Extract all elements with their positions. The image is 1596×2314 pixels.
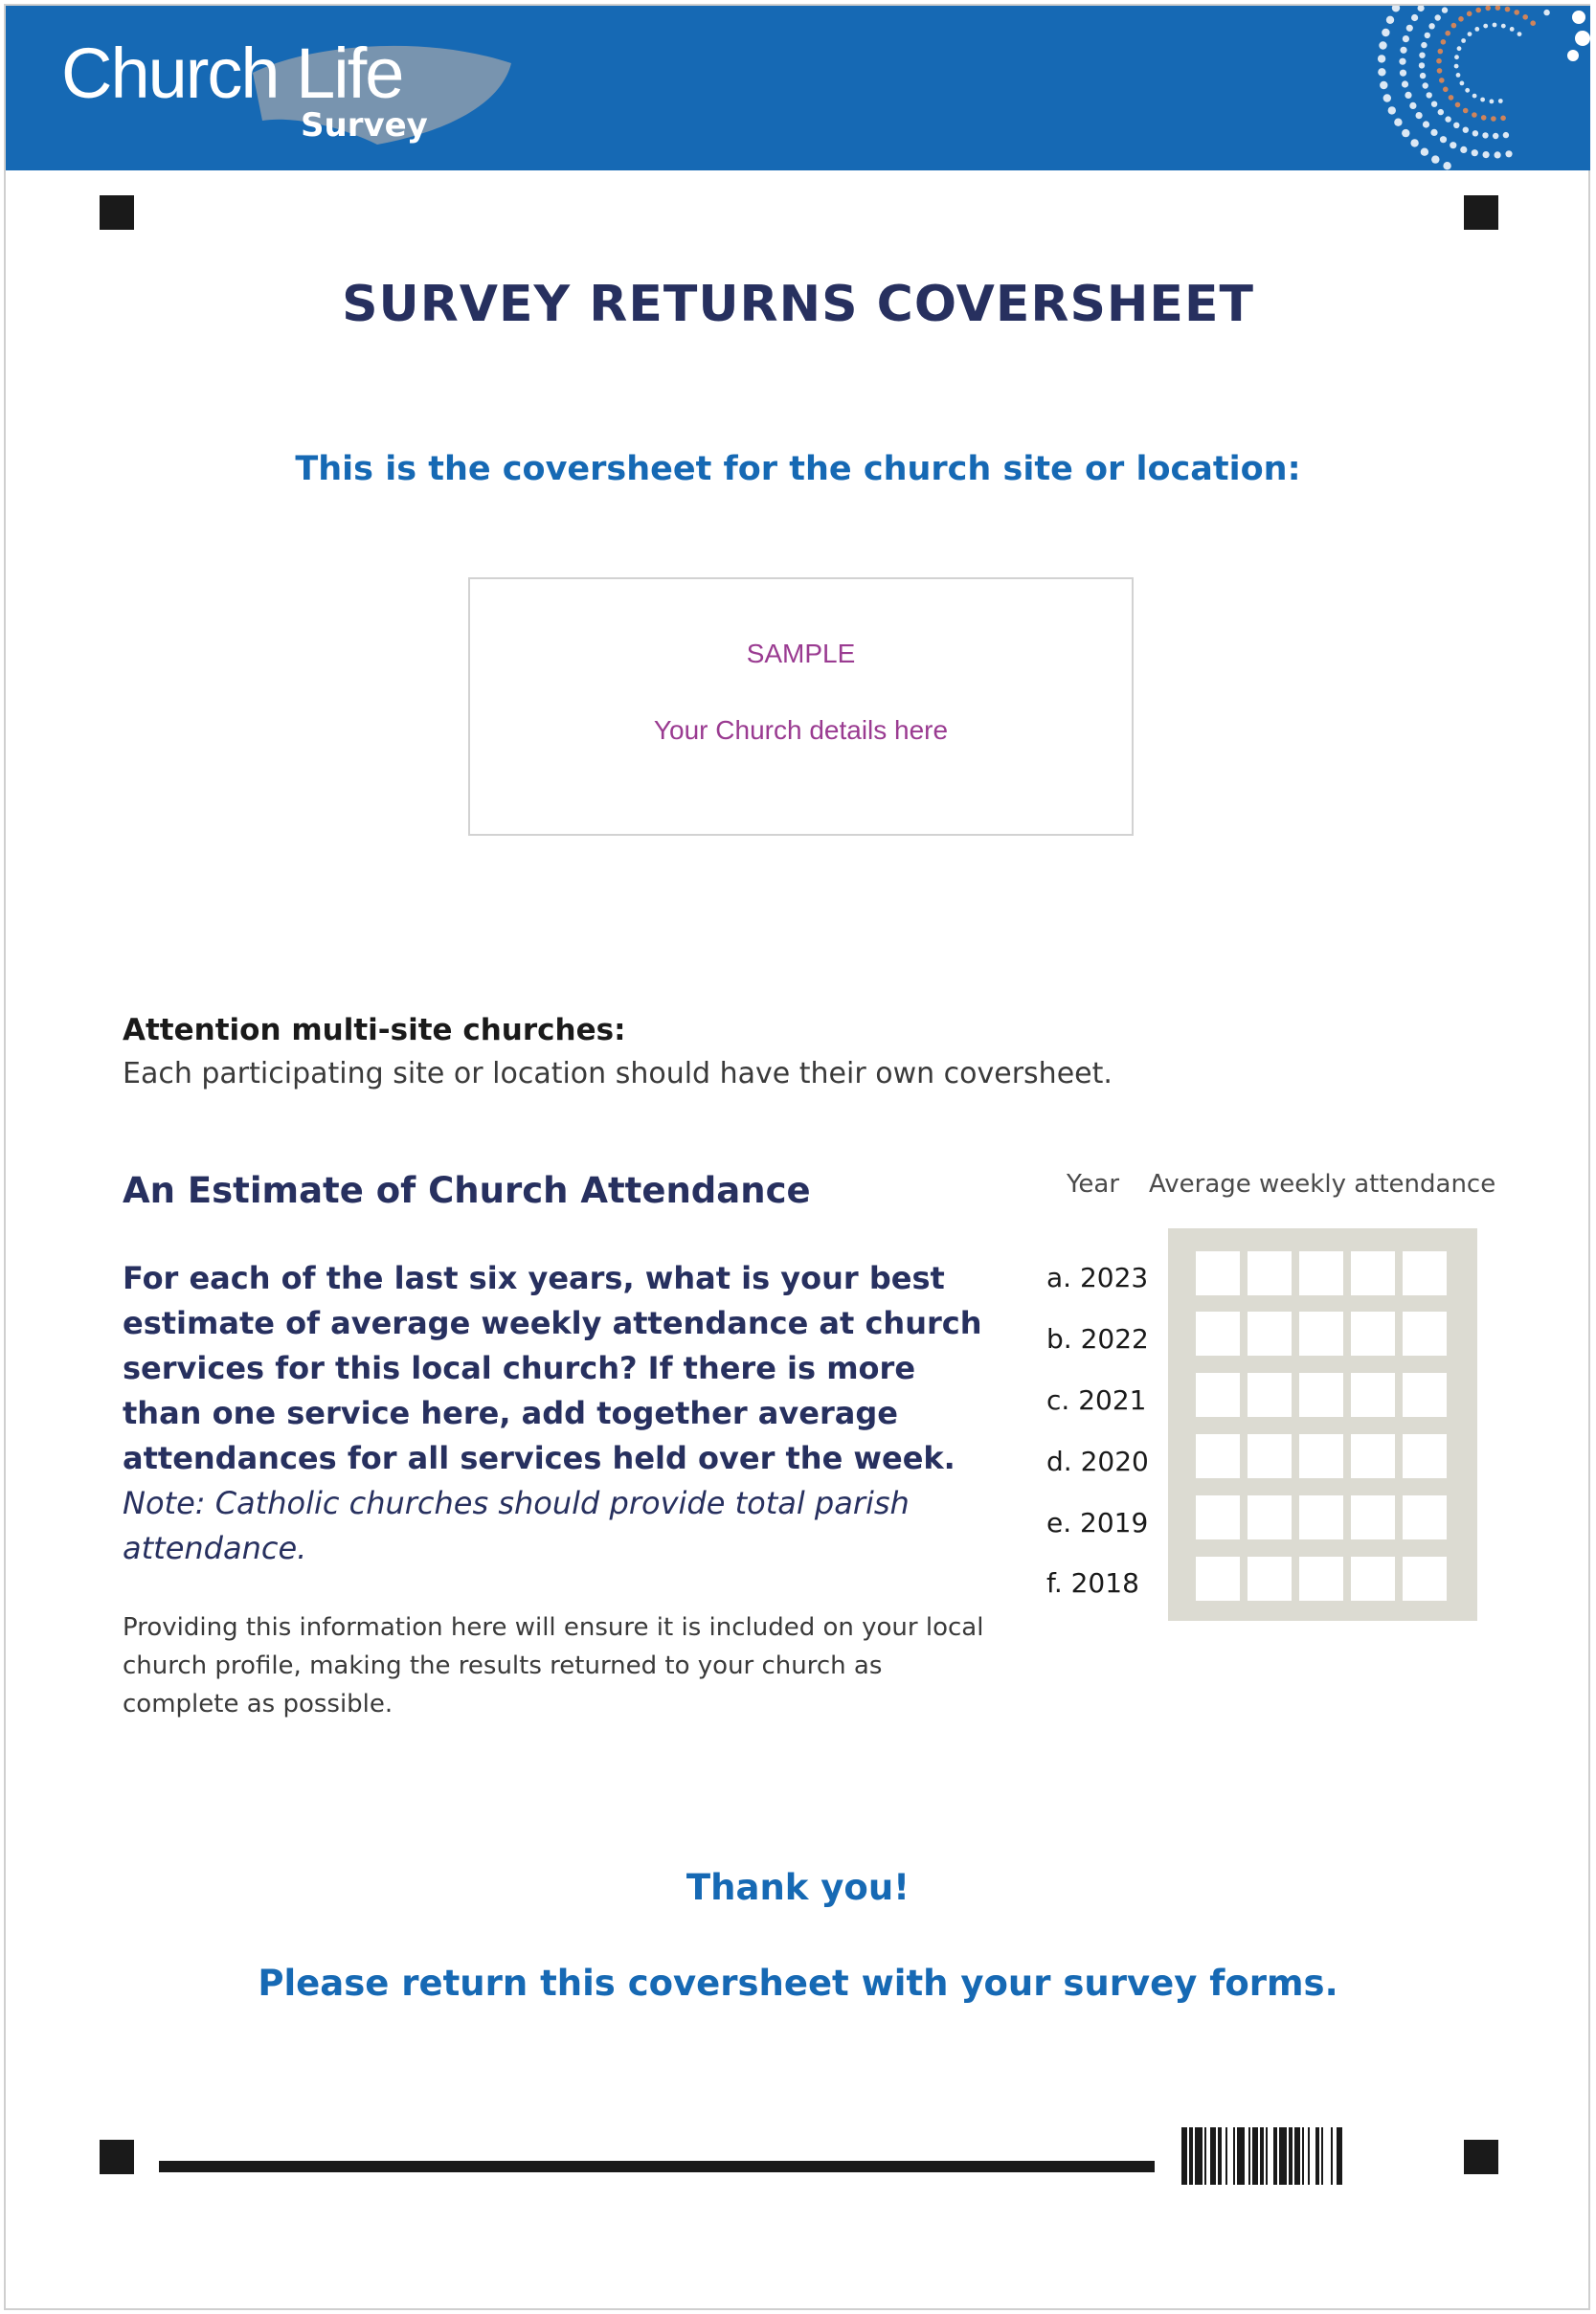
year-label: c. 2021 — [1046, 1384, 1147, 1416]
page-title: SURVEY RETURNS COVERSHEET — [342, 276, 1254, 333]
bottom-timing-bar — [159, 2161, 1155, 2172]
attendance-digit-cell[interactable] — [1196, 1373, 1240, 1417]
attendance-digit-cell[interactable] — [1248, 1373, 1292, 1417]
attendance-digit-cell[interactable] — [1351, 1495, 1395, 1539]
attendance-digit-cell[interactable] — [1196, 1557, 1240, 1601]
catholic-note: Note: Catholic churches should provide total parish attendance. — [123, 1485, 910, 1566]
church-life-logo — [61, 34, 463, 159]
church-sample-label: SAMPLE — [746, 639, 856, 668]
registration-mark-top-left — [100, 195, 134, 230]
registration-mark-top-right — [1464, 195, 1498, 230]
attendance-digit-cell[interactable] — [1299, 1251, 1343, 1295]
attendance-question: For each of the last six years, what is your best estimate of average weekly attendance at church services for this local church? If there is more than one service here, add together average attendances for all services held over the week. — [123, 1260, 982, 1476]
registration-mark-bottom-right — [1464, 2140, 1498, 2174]
church-details-box — [468, 577, 1134, 836]
attendance-column-header: Average weekly attendance — [1149, 1170, 1496, 1199]
attendance-digit-cell[interactable] — [1299, 1373, 1343, 1417]
attendance-digit-cell[interactable] — [1196, 1495, 1240, 1539]
logo-sub-text: Survey — [301, 106, 428, 145]
attendance-digit-cell[interactable] — [1299, 1312, 1343, 1356]
attendance-digit-cell[interactable] — [1299, 1434, 1343, 1478]
year-label: f. 2018 — [1046, 1567, 1139, 1599]
attendance-digit-cell[interactable] — [1299, 1557, 1343, 1601]
attendance-digit-cell[interactable] — [1351, 1312, 1395, 1356]
attendance-digit-cell[interactable] — [1196, 1312, 1240, 1356]
year-column-header: Year — [1067, 1170, 1120, 1199]
attendance-digit-cell[interactable] — [1351, 1251, 1395, 1295]
year-label: d. 2020 — [1046, 1446, 1149, 1477]
year-label: a. 2023 — [1046, 1262, 1149, 1293]
attendance-digit-cell[interactable] — [1248, 1312, 1292, 1356]
attendance-digit-cell[interactable] — [1403, 1434, 1447, 1478]
thank-you-text: Thank you! — [686, 1867, 910, 1908]
church-details-placeholder: Your Church details here — [653, 715, 949, 745]
attendance-digit-cell[interactable] — [1196, 1251, 1240, 1295]
attendance-digit-cell[interactable] — [1351, 1557, 1395, 1601]
year-label: b. 2022 — [1046, 1323, 1149, 1355]
logo-main-text: Church Life — [61, 34, 403, 113]
attendance-digit-cell[interactable] — [1248, 1557, 1292, 1601]
year-label: e. 2019 — [1046, 1507, 1149, 1539]
return-instruction: Please return this coversheet with your survey forms. — [258, 1963, 1338, 2004]
attendance-digit-cell[interactable] — [1248, 1495, 1292, 1539]
attendance-digit-cell[interactable] — [1403, 1251, 1447, 1295]
attention-text: Each participating site or location should have their own coversheet. — [123, 1057, 1113, 1090]
attendance-digit-cell[interactable] — [1248, 1251, 1292, 1295]
attendance-digit-cell[interactable] — [1248, 1434, 1292, 1478]
dotted-arcs-icon — [1274, 6, 1590, 170]
barcode-icon — [1181, 2127, 1421, 2185]
attention-heading: Attention multi-site churches: — [123, 1013, 626, 1047]
attendance-digit-cell[interactable] — [1351, 1373, 1395, 1417]
estimate-heading: An Estimate of Church Attendance — [123, 1170, 811, 1211]
providing-info-text: Providing this information here will ensure it is included on your local church profile, making the results returned to your church as complete as possible. — [123, 1613, 984, 1719]
attendance-digit-cell[interactable] — [1196, 1434, 1240, 1478]
attendance-digit-cell[interactable] — [1403, 1373, 1447, 1417]
attendance-digit-cell[interactable] — [1403, 1557, 1447, 1601]
page-subtitle: This is the coversheet for the church site or location: — [295, 450, 1301, 488]
registration-mark-bottom-left — [100, 2140, 134, 2174]
header-band — [6, 6, 1590, 170]
attendance-digit-cell[interactable] — [1351, 1434, 1395, 1478]
attendance-digit-cell[interactable] — [1403, 1312, 1447, 1356]
attendance-digit-cell[interactable] — [1299, 1495, 1343, 1539]
attendance-digit-cell[interactable] — [1403, 1495, 1447, 1539]
